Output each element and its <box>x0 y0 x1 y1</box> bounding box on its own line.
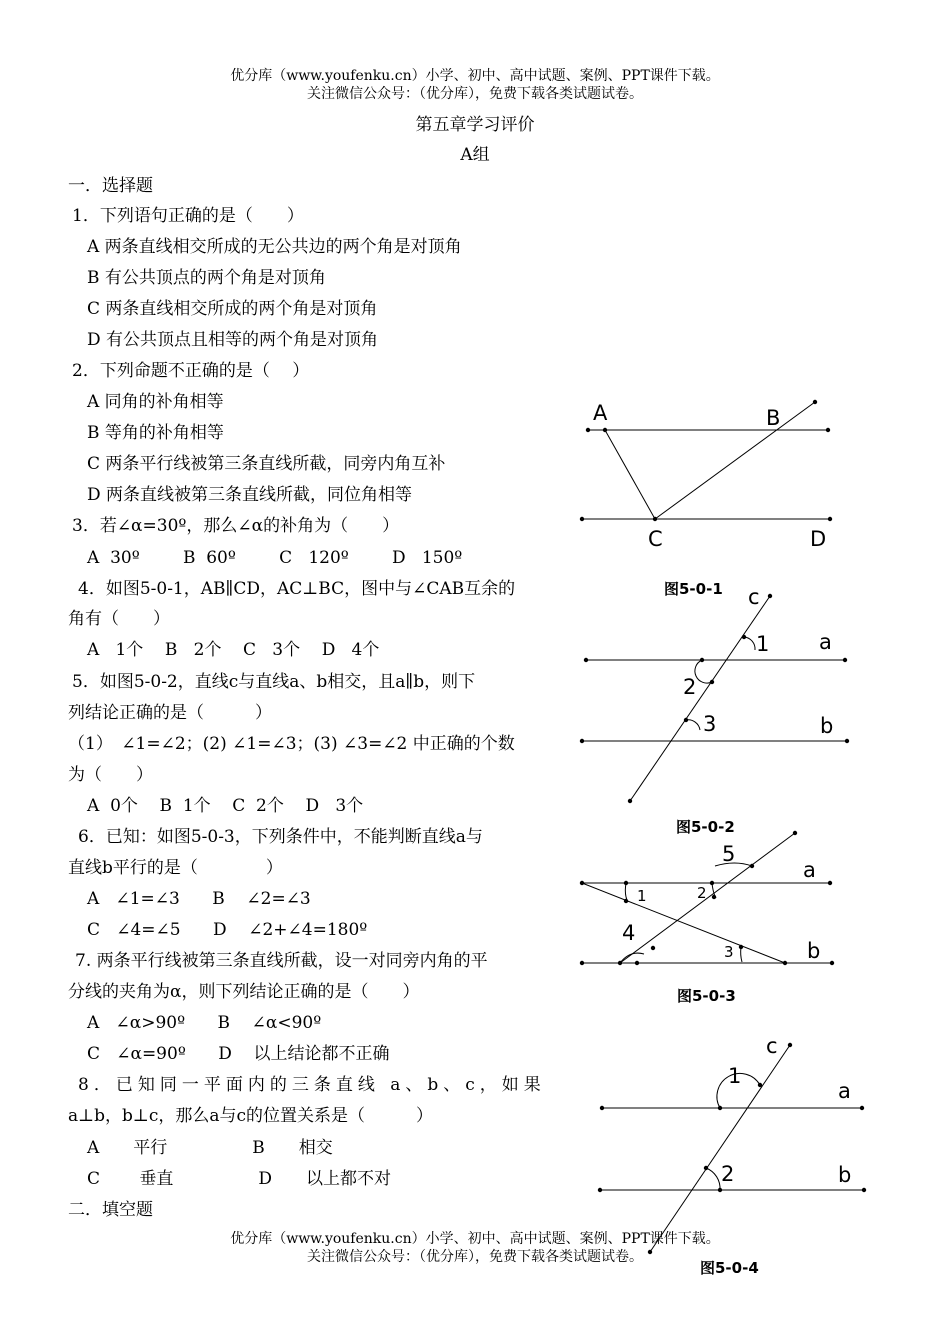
q2-option-a: A 同角的补角相等 <box>87 392 224 412</box>
q3-options: A 30º B 60º C 120º D 150º <box>87 548 463 568</box>
fig3-label-a: a <box>803 858 816 882</box>
fig3-caption: 图5-0-3 <box>677 987 736 1005</box>
fig3-label-5: 5 <box>722 842 736 866</box>
fig2-label-3: 3 <box>703 712 717 736</box>
q4-line-1: 4．如图5-0-1，AB∥CD，AC⊥BC，图中与∠CAB互余的 <box>78 579 516 599</box>
q6-line-2: 直线b平行的是（ ） <box>68 858 283 878</box>
footer-line-1: 优分库（www.youfenku.cn）小学、初中、高中试题、案例、PPT课件下载。 <box>230 1231 720 1247</box>
q2-option-c: C 两条平行线被第三条直线所截，同旁内角互补 <box>87 454 446 474</box>
page-title: 第五章学习评价 <box>415 115 535 135</box>
q7-line-1: 7. 两条平行线被第三条直线所截，设一对同旁内角的平 <box>75 951 488 971</box>
fig4-label-a: a <box>838 1079 851 1103</box>
fig3-label-1: 1 <box>637 887 647 905</box>
q7-options-ab: A ∠α>90º B ∠α<90º <box>87 1013 322 1033</box>
q1-option-a: A 两条直线相交所成的无公共边的两个角是对顶角 <box>87 237 462 257</box>
fig4-label-b: b <box>838 1163 852 1187</box>
figure-5-0-2 <box>582 596 847 801</box>
q7-line-2: 分线的夹角为α，则下列结论正确的是（ ） <box>68 982 420 1002</box>
fig2-label-a: a <box>819 630 832 654</box>
fig4-label-2: 2 <box>721 1162 735 1186</box>
q2-stem: 2．下列命题不正确的是（ ） <box>72 361 310 381</box>
q4-options: A 1个 B 2个 C 3个 D 4个 <box>87 640 380 660</box>
section-1-heading: 一．选择题 <box>68 176 153 196</box>
q5-options: A 0个 B 1个 C 2个 D 3个 <box>87 796 364 816</box>
q5-line-3: （1） ∠1=∠2；(2) ∠1=∠3；(3) ∠3=∠2 中正确的个数 <box>68 734 515 754</box>
fig1-label-b: B <box>766 406 781 430</box>
fig1-label-c: C <box>648 527 663 551</box>
q1-option-c: C 两条直线相交所成的两个角是对顶角 <box>87 299 378 319</box>
q1-option-d: D 有公共顶点且相等的两个角是对顶角 <box>87 330 379 350</box>
figure-5-0-3 <box>582 833 832 963</box>
fig2-label-c: c <box>748 585 760 609</box>
q6-options-ab: A ∠1=∠3 B ∠2=∠3 <box>87 889 311 909</box>
q1-stem: 1．下列语句正确的是（ ） <box>72 206 304 226</box>
q5-line-1: 5．如图5-0-2，直线c与直线a、b相交，且a∥b，则下 <box>72 672 476 692</box>
q6-line-1: 6．已知：如图5-0-3，下列条件中，不能判断直线a与 <box>78 827 483 847</box>
header-line-1: 优分库（www.youfenku.cn）小学、初中、高中试题、案例、PPT课件下载。 <box>230 68 720 84</box>
q8-line-1: 8．已知同一平面内的三条直线 a、b、c，如果 <box>78 1075 546 1095</box>
q6-options-cd: C ∠4=∠5 D ∠2+∠4=180º <box>87 920 368 940</box>
q3-stem: 3．若∠α=30º，那么∠α的补角为（ ） <box>72 516 400 536</box>
fig2-label-b: b <box>820 714 834 738</box>
fig4-label-1: 1 <box>728 1064 742 1088</box>
q8-options-ab: A 平行 B 相交 <box>87 1138 333 1158</box>
fig4-label-c: c <box>766 1034 778 1058</box>
fig3-label-3: 3 <box>724 943 734 961</box>
fig1-label-a: A <box>593 401 608 425</box>
fig3-label-2: 2 <box>697 884 707 902</box>
fig2-label-1: 1 <box>756 632 770 656</box>
fig3-label-4: 4 <box>622 921 636 945</box>
q8-options-cd: C 垂直 D 以上都不对 <box>87 1169 392 1189</box>
q7-options-cd: C ∠α=90º D 以上结论都不正确 <box>87 1044 390 1064</box>
fig2-label-2: 2 <box>683 675 697 699</box>
fig1-label-d: D <box>810 527 827 551</box>
fig1-caption: 图5-0-1 <box>664 580 723 598</box>
q2-option-b: B 等角的补角相等 <box>87 423 224 443</box>
q5-line-2: 列结论正确的是（ ） <box>68 703 272 723</box>
q5-line-4: 为（ ） <box>68 765 153 785</box>
q4-line-2: 角有（ ） <box>68 609 170 629</box>
q8-line-2: a⊥b，b⊥c，那么a与c的位置关系是（ ） <box>68 1106 434 1126</box>
figure-5-0-1 <box>582 402 830 519</box>
fig4-caption: 图5-0-4 <box>700 1259 759 1277</box>
footer-line-2: 关注微信公众号：（优分库），免费下载各类试题试卷。 <box>307 1249 643 1265</box>
q2-option-d: D 两条直线被第三条直线所截，同位角相等 <box>87 485 413 505</box>
fig2-caption: 图5-0-2 <box>676 818 735 836</box>
fig3-label-b: b <box>807 939 821 963</box>
q1-option-b: B 有公共顶点的两个角是对顶角 <box>87 268 326 288</box>
section-2-heading: 二．填空题 <box>68 1200 153 1220</box>
header-line-2: 关注微信公众号：（优分库），免费下载各类试题试卷。 <box>307 86 643 102</box>
group-title: A组 <box>460 145 490 165</box>
